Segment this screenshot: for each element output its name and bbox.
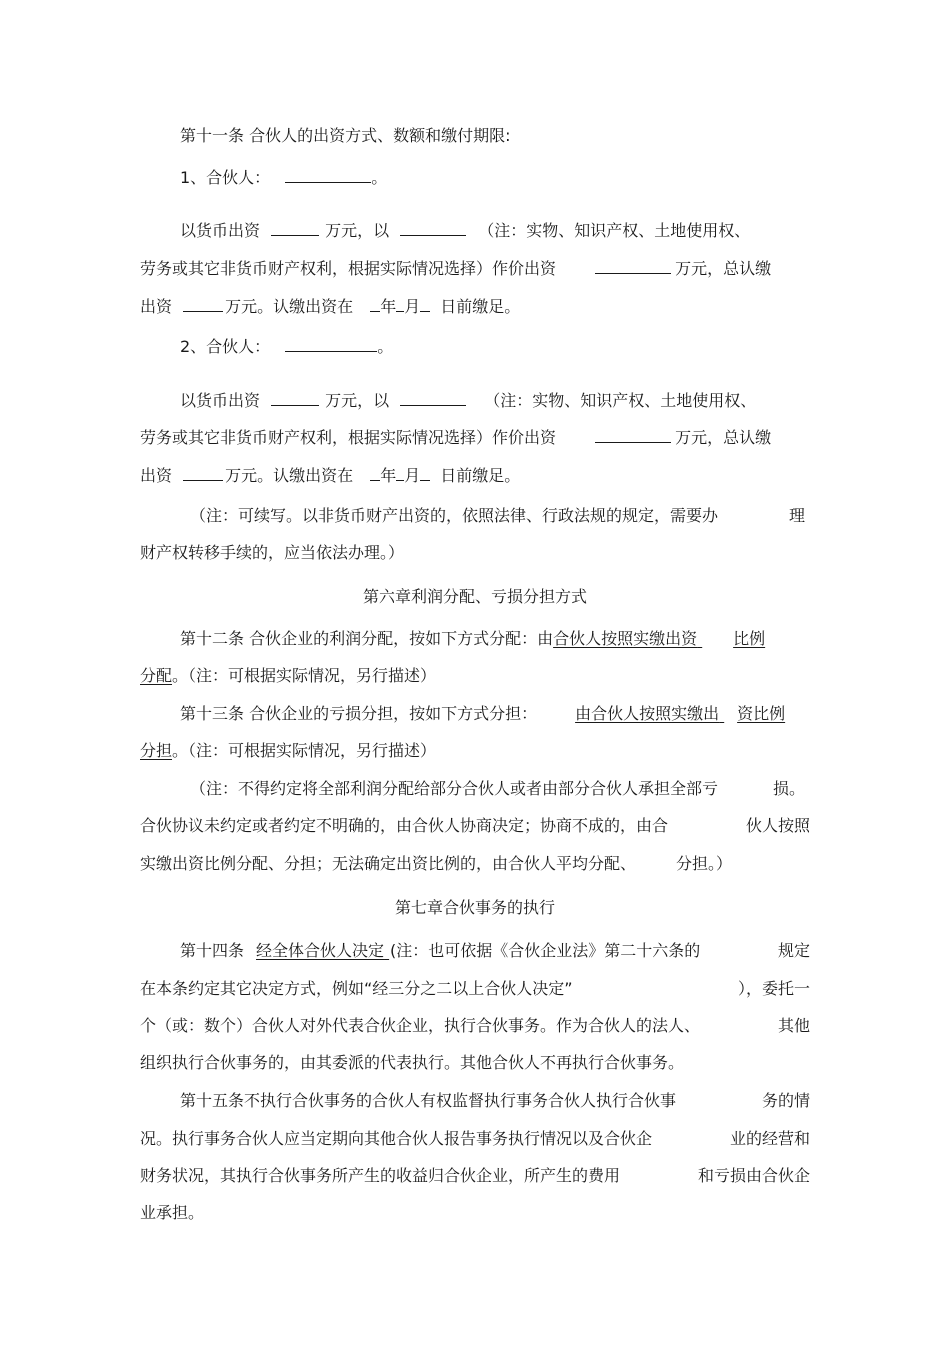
deadline-text: 万元。认缴出资在: [225, 297, 354, 316]
article-15-tail: 和亏损由合伙企: [697, 1166, 810, 1185]
article-14-label: 第十四条: [180, 941, 245, 960]
contribution-note: （注：实物、知识产权、土地使用权、: [484, 391, 757, 410]
article-15-text: 第十五条不执行合伙事务的合伙人有权监督执行事务合伙人执行合伙事: [180, 1091, 677, 1110]
article-14-line-2: [140, 978, 810, 1000]
total-text: 万元，总认缴: [675, 259, 772, 278]
contribution-type-blank: [400, 221, 466, 236]
non-cash-note-line-1: [190, 505, 805, 527]
day-blank: [420, 297, 430, 312]
non-cash-note-text: （注：可续写。以非货币财产出资的，依照法律、行政法规的规定，需要办: [190, 506, 719, 525]
allocation-note-line-2: [140, 815, 810, 837]
non-cash-note-line-2: [140, 542, 810, 564]
allocation-note-tail: 损。: [772, 779, 805, 798]
cash-contribution-label: 以货币出资: [180, 221, 261, 240]
partner-2-label: 2、合伙人：: [180, 337, 271, 356]
article-12-underlined-rule: 合伙人按照实缴出资: [553, 629, 698, 648]
article-14-entrust: ），委托一: [737, 979, 810, 998]
article-15-line-3: [140, 1165, 810, 1187]
article-12-line-1: [180, 628, 810, 650]
deadline-text: 万元。认缴出资在: [225, 466, 354, 485]
article-14-note: (注：也可依据《合伙企业法》第二十六条的: [390, 941, 701, 960]
article-13-underlined-share: 分担: [140, 741, 173, 760]
article-15-line-4: [140, 1202, 810, 1224]
total-text: 万元，总认缴: [675, 428, 772, 447]
allocation-note-line-3: [140, 853, 810, 875]
year-label: 年: [380, 297, 397, 316]
p1-contribution-line-2: [140, 258, 810, 280]
deadline-end: 日前缴足。: [440, 297, 521, 316]
article-13-note: 。（注：可根据实际情况，另行描述）: [172, 741, 437, 760]
contribution-note: （注：实物、知识产权、土地使用权、: [478, 221, 751, 240]
article-11-title-text: 第十一条 合伙人的出资方式、数额和缴付期限:: [180, 126, 511, 145]
deadline-end: 日前缴足。: [440, 466, 521, 485]
valuation-text: 劳务或其它非货币财产权利，根据实际情况选择）作价出资: [140, 428, 557, 447]
non-cash-note-tail: 理: [788, 506, 805, 525]
valuation-amount-blank: [595, 428, 671, 443]
article-13-line-1: [180, 703, 810, 725]
article-14-line-4: [140, 1052, 810, 1074]
partner-2-name-blank: [285, 337, 377, 352]
unit-text: 万元，以: [325, 221, 390, 240]
year-blank: [370, 297, 380, 312]
article-15-tail: 务的情: [761, 1091, 810, 1110]
cash-amount-blank: [271, 391, 319, 406]
article-14-example: 在本条约定其它决定方式，例如“经三分之二以上合伙人决定”: [140, 979, 573, 998]
article-11-title: [180, 125, 810, 147]
article-13-underlined-rule: 由合伙人按照实缴出: [575, 704, 720, 723]
p1-contribution-line-3: [140, 296, 810, 318]
p2-contribution-line-3: [140, 465, 810, 487]
underline-gap: [719, 703, 737, 725]
article-13-line-2: [140, 740, 810, 762]
day-blank: [420, 466, 430, 481]
article-15-line-2: [140, 1128, 810, 1150]
article-14-tail: 规定: [777, 941, 810, 960]
allocation-note-text: 合伙协议未约定或者约定不明确的，由合伙人协商决定；协商不成的，由合: [140, 816, 669, 835]
period: 。: [377, 337, 394, 356]
article-15-end: 业承担。: [140, 1203, 205, 1222]
partner-2-line: [180, 336, 810, 358]
article-12-underlined-distribute: 分配: [140, 666, 173, 685]
p2-contribution-line-1: [180, 390, 810, 412]
allocation-note-line-1: [190, 778, 805, 800]
allocation-note-text: （注：不得约定将全部利润分配给部分合伙人或者由部分合伙人承担全部亏: [190, 779, 719, 798]
partner-1-name-blank: [285, 168, 371, 183]
article-12-line-2: [140, 665, 810, 687]
chapter-6-title: 第六章利润分配、亏损分担方式: [362, 587, 587, 606]
chapter-7-heading: [140, 897, 810, 919]
article-15-text: 财务状况，其执行合伙事务所产生的收益归合伙企业，所产生的费用: [140, 1166, 621, 1185]
cash-contribution-label: 以货币出资: [180, 391, 261, 410]
p1-contribution-line-1: [180, 220, 810, 242]
article-14-representation: 个（或：数个）合伙人对外代表合伙企业，执行合伙事务。作为合伙人的法人、: [140, 1016, 701, 1035]
article-12-underlined-ratio: 比例: [733, 629, 766, 648]
article-15-text: 况。执行事务合伙人应当定期向其他合伙人报告事务执行情况以及合伙企: [140, 1129, 653, 1148]
allocation-note-text: 实缴出资比例分配、分担；无法确定出资比例的，由合伙人平均分配、: [140, 854, 637, 873]
cash-amount-blank: [271, 221, 319, 236]
article-15-tail: 业的经营和: [729, 1129, 810, 1148]
total-amount-blank: [183, 297, 223, 312]
period: 。: [371, 168, 388, 187]
underline-gap: [697, 628, 733, 650]
article-12-note: 。（注：可根据实际情况，另行描述）: [172, 666, 437, 685]
contribution-word: 出资: [140, 297, 173, 316]
non-cash-note-end: 财产权转移手续的，应当依法办理。）: [140, 543, 405, 562]
article-14-end: 组织执行合伙事务的，由其委派的代表执行。其他合伙人不再执行合伙事务。: [140, 1053, 685, 1072]
total-amount-blank: [183, 466, 223, 481]
article-14-underlined-decision: 经全体合伙人决定: [256, 941, 385, 960]
contribution-word: 出资: [140, 466, 173, 485]
article-14-line-1: [180, 940, 810, 962]
chapter-7-title: 第七章合伙事务的执行: [394, 898, 555, 917]
year-blank: [370, 466, 380, 481]
article-13-underlined-ratio: 资比例: [737, 704, 786, 723]
article-14-line-3: [140, 1015, 810, 1037]
article-13-text: 第十三条 合伙企业的亏损分担，按如下方式分担：: [180, 704, 538, 723]
partner-1-label: 1、合伙人：: [180, 168, 271, 187]
valuation-text: 劳务或其它非货币财产权利，根据实际情况选择）作价出资: [140, 259, 557, 278]
unit-text: 万元，以: [325, 391, 390, 410]
allocation-note-tail: 伙人按照: [745, 816, 810, 835]
partner-1-line: [180, 167, 810, 189]
contribution-type-blank: [400, 391, 466, 406]
article-12-text: 第十二条 合伙企业的利润分配，按如下方式分配：由: [180, 629, 554, 648]
p2-contribution-line-2: [140, 427, 810, 449]
valuation-amount-blank: [595, 259, 671, 274]
article-14-tail-2: 其他: [777, 1016, 810, 1035]
month-label: 月: [404, 466, 421, 485]
year-label: 年: [380, 466, 397, 485]
month-label: 月: [404, 297, 421, 316]
chapter-6-heading: [140, 586, 810, 608]
allocation-note-tail: 分担。）: [676, 854, 733, 873]
article-15-line-1: [180, 1090, 810, 1112]
